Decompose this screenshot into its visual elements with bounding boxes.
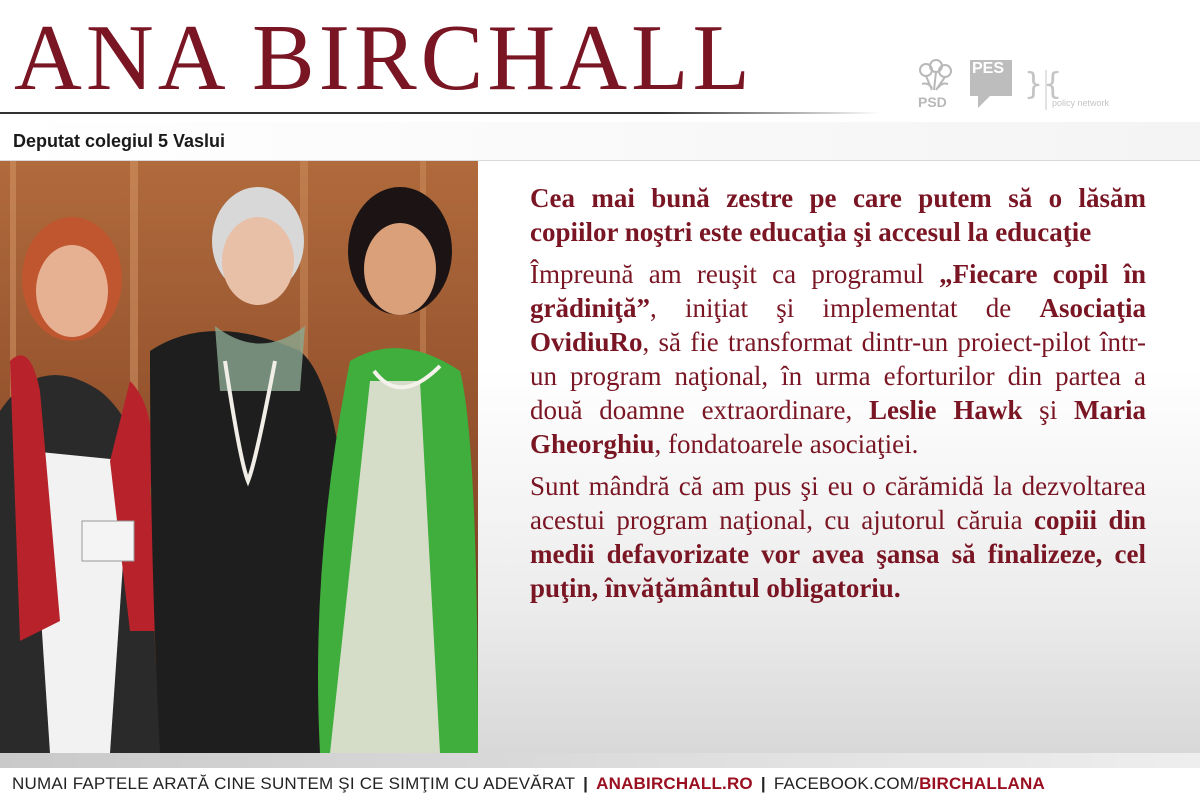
subtitle: Deputat colegiul 5 Vaslui xyxy=(13,131,226,151)
policy-network-label: policy network xyxy=(1052,98,1110,108)
founder-2-name: Maria Gheorghiu xyxy=(530,395,1146,459)
facebook-prefix: FACEBOOK.COM/ xyxy=(773,774,920,793)
article-panel xyxy=(478,161,1200,753)
subtitle-bar xyxy=(0,122,1200,161)
svg-text:}{: }{ xyxy=(1024,67,1063,102)
psd-label: PSD xyxy=(918,94,947,110)
pes-logo xyxy=(968,58,1014,110)
facebook-handle: BIRCHALLANA xyxy=(919,774,1045,793)
psd-logo xyxy=(912,58,958,112)
partner-logos xyxy=(912,58,1112,114)
p2-text-1: Sunt mândră că am pus şi eu o cărămidă la dezvoltarea acestui program naţional, cu ajutorul căruia xyxy=(530,471,1146,535)
program-name: „Fiecare copil în grădiniţă” xyxy=(530,259,1147,323)
footer-slogan: NUMAI FAPTELE ARATĂ CINE SUNTEM ŞI CE SIMŢIM CU ADEVĂRAT xyxy=(12,774,576,793)
footer-divider xyxy=(0,753,1200,768)
association-name: Asociaţia OvidiuRo xyxy=(530,293,1146,357)
article-paragraph-1 xyxy=(530,257,1146,461)
p1-text-1: Împreună am reuşit ca programul xyxy=(530,259,940,289)
page-header xyxy=(0,0,1200,120)
footer-separator-2: | xyxy=(760,774,766,793)
page-title: ANA BIRCHALL xyxy=(14,6,754,110)
article-paragraph-2 xyxy=(530,469,1146,605)
founder-1-name: Leslie Hawk xyxy=(869,395,1023,425)
p1-text-5: , fondatoarele asociaţiei. xyxy=(654,429,919,459)
footer-line xyxy=(12,774,1045,794)
pes-label: PES xyxy=(972,60,1005,77)
p1-text-2: , iniţiat şi implementat de xyxy=(650,293,1040,323)
website-link[interactable]: ANABIRCHALL.RO xyxy=(596,774,753,793)
policy-network-logo xyxy=(1024,60,1114,114)
p1-text-3: , să fie transformat dintr-un proiect-pilot într-un program naţional, în urma eforturilor din partea a două doamne extraordinare, xyxy=(530,327,1146,425)
group-photo-image xyxy=(0,161,478,753)
footer-separator-1: | xyxy=(583,774,589,793)
page-footer xyxy=(0,768,1200,800)
p1-text-4: şi xyxy=(1022,395,1075,425)
p2-highlight: copiii din medii defavorizate vor avea şansa să finalizeze, cel puţin, învăţământul obligatoriu. xyxy=(530,505,1146,603)
title-divider xyxy=(0,112,880,114)
photo xyxy=(0,161,478,753)
article-headline: Cea mai bună zestre pe care putem să o lăsăm copiilor noştri este educaţia şi accesul la educaţie xyxy=(530,183,1146,247)
facebook-link[interactable] xyxy=(774,774,1045,793)
article-body xyxy=(530,181,1146,613)
